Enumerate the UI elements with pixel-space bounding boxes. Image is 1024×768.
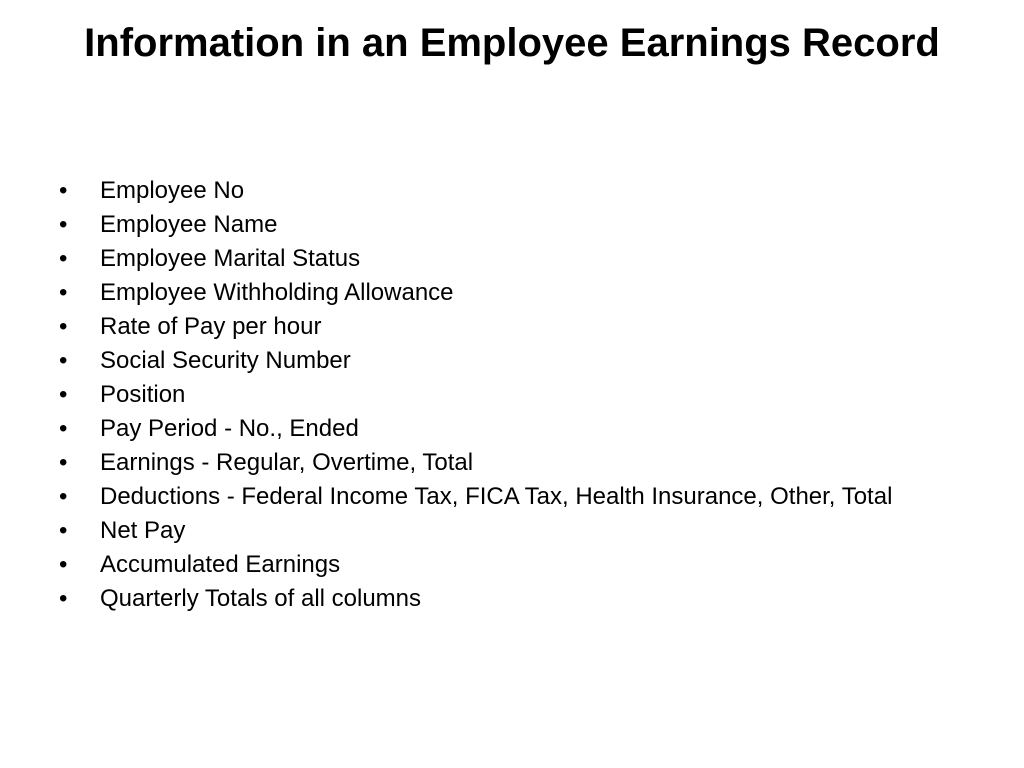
bullet-icon: • xyxy=(59,177,68,204)
bullet-icon: • xyxy=(59,381,68,408)
bullet-item-withholding-allowance xyxy=(55,280,935,306)
bullet-text: Quarterly Totals of all columns xyxy=(100,585,422,612)
bullet-item-pay-period xyxy=(55,416,935,442)
bullet-item-social-security-number xyxy=(55,348,935,374)
bullet-icon: • xyxy=(59,551,68,578)
bullet-item-accumulated-earnings xyxy=(55,552,935,578)
bullet-text: Employee Withholding Allowance xyxy=(100,279,454,306)
bullet-text: Earnings - Regular, Overtime, Total xyxy=(100,449,474,476)
bullet-item-rate-of-pay xyxy=(55,314,935,340)
bullet-icon: • xyxy=(59,347,68,374)
bullet-text: Employee No xyxy=(100,177,245,204)
bullet-icon: • xyxy=(59,313,68,340)
bullet-text: Pay Period - No., Ended xyxy=(100,415,359,442)
bullet-icon: • xyxy=(59,585,68,612)
bullet-icon: • xyxy=(59,449,68,476)
bullet-item-deductions xyxy=(55,484,935,510)
bullet-text: Accumulated Earnings xyxy=(100,551,341,578)
bullet-text: Net Pay xyxy=(100,517,186,544)
bullet-icon: • xyxy=(59,211,68,238)
bullet-icon: • xyxy=(59,415,68,442)
bullet-item-earnings xyxy=(55,450,935,476)
bullet-text: Deductions - Federal Income Tax, FICA Tax, Health Insurance, Other, Total xyxy=(100,483,893,510)
bullet-item-employee-name xyxy=(55,212,935,238)
bullet-text: Employee Name xyxy=(100,211,278,238)
bullet-item-net-pay xyxy=(55,518,935,544)
slide-title: Information in an Employee Earnings Record xyxy=(84,21,940,65)
bullet-icon: • xyxy=(59,245,68,272)
bullet-list xyxy=(55,178,935,620)
bullet-text: Rate of Pay per hour xyxy=(100,313,322,340)
bullet-text: Employee Marital Status xyxy=(100,245,361,272)
bullet-item-quarterly-totals xyxy=(55,586,935,612)
bullet-icon: • xyxy=(59,279,68,306)
bullet-item-marital-status xyxy=(55,246,935,272)
bullet-icon: • xyxy=(59,517,68,544)
bullet-item-position xyxy=(55,382,935,408)
bullet-text: Social Security Number xyxy=(100,347,351,374)
bullet-text: Position xyxy=(100,381,186,408)
bullet-icon: • xyxy=(59,483,68,510)
bullet-item-employee-no xyxy=(55,178,935,204)
